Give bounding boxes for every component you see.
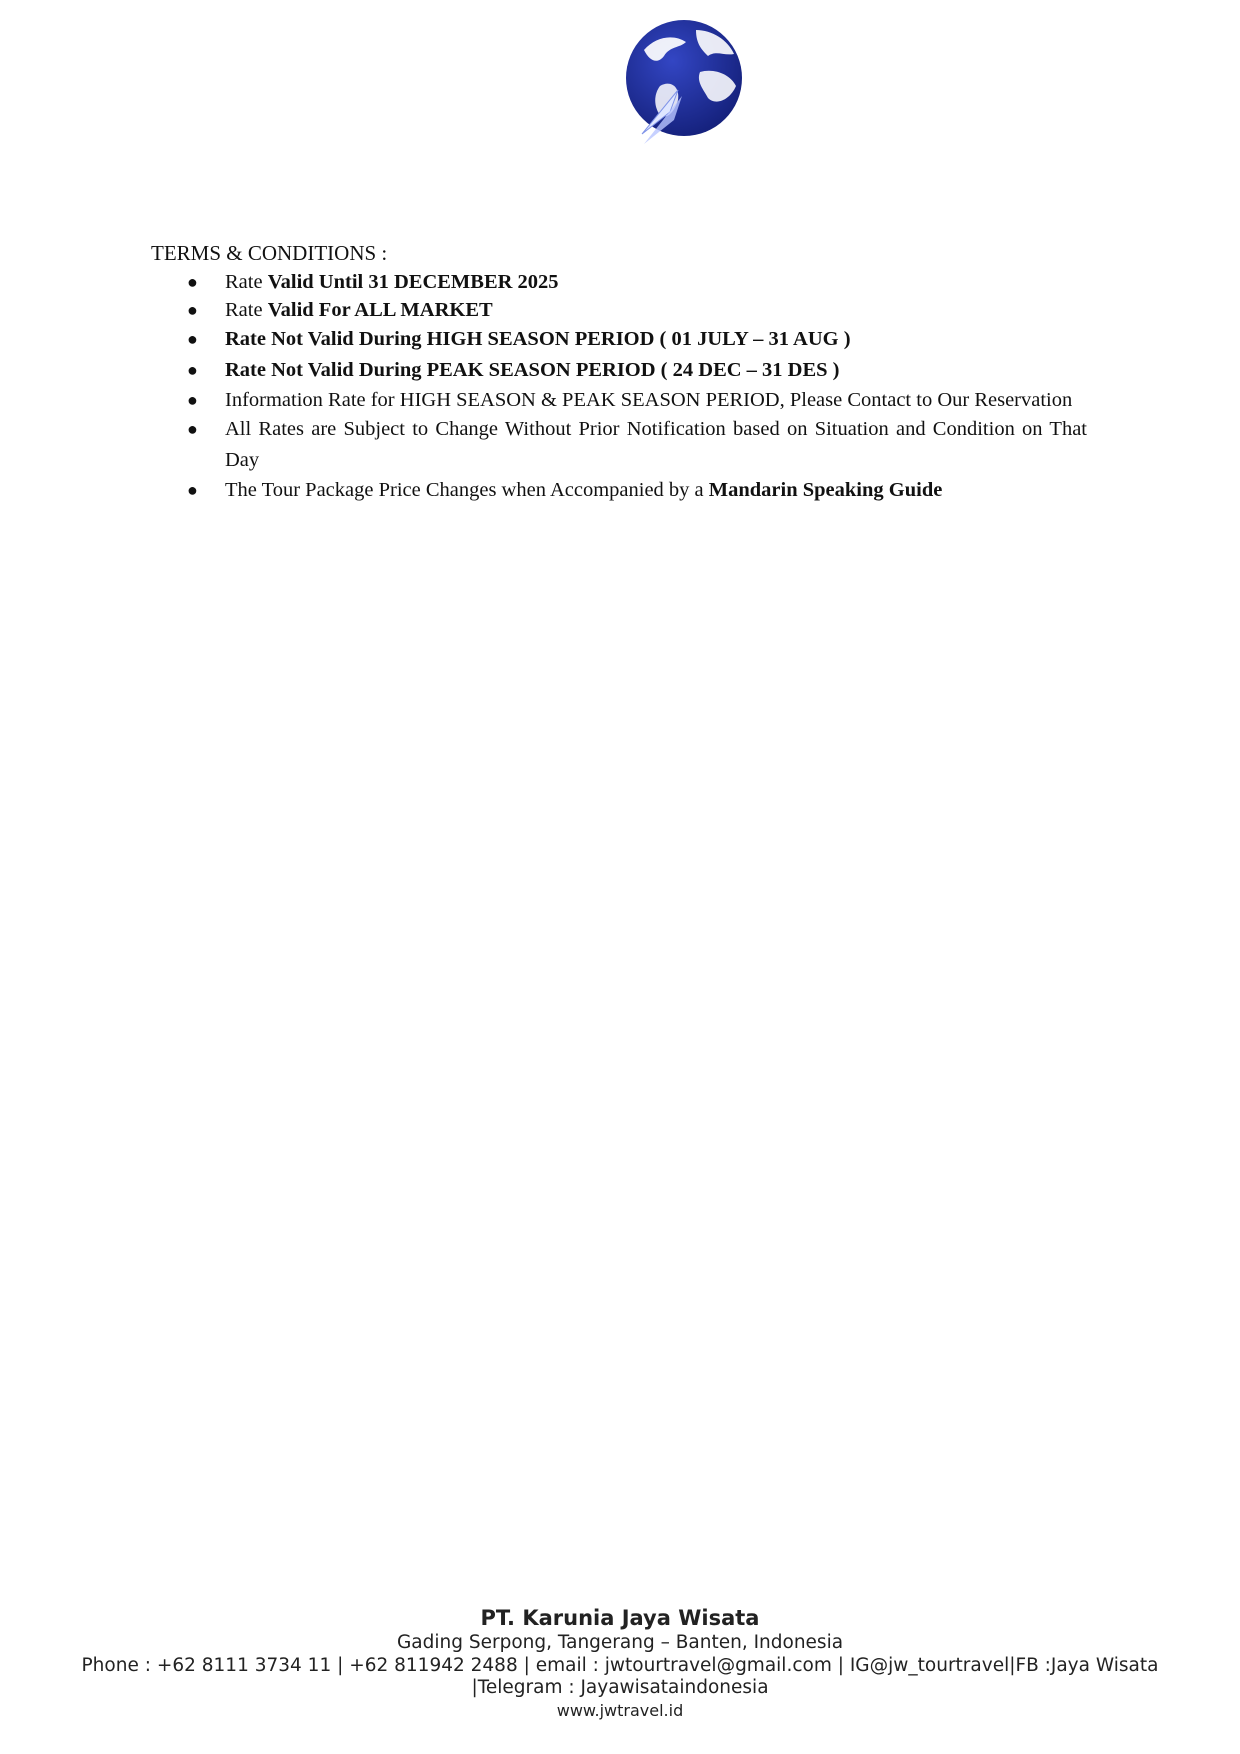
term-bold-text: Mandarin Speaking Guide [708,479,943,501]
company-name: PT. Karunia Jaya Wisata [480,1606,760,1630]
bullet-icon: ● [187,390,198,410]
list-item [151,414,1087,476]
list-item [151,296,1087,324]
bullet-icon: ● [187,480,198,500]
company-contact: Phone : +62 8111 3734 11 | +62 811942 2488 | email : jwtourtravel@gmail.com | IG@jw_tourtravel|FB :Jaya Wisata [81,1654,1159,1676]
bullet-icon: ● [187,329,198,349]
list-item [151,476,1087,504]
company-address: Gading Serpong, Tangerang – Banten, Indonesia [396,1632,844,1653]
list-item [151,355,1087,386]
list-item [151,268,1087,296]
term-text: The Tour Package Price Changes when Accompanied by a [225,479,709,501]
term-bold-text: Valid For ALL MARKET [267,299,493,321]
company-logo [604,16,760,156]
list-item [151,324,1087,355]
term-bold-text: Rate Not Valid During HIGH SEASON PERIOD ( 01 JULY – 31 AUG ) [225,328,851,350]
list-item [151,386,1087,414]
globe-logo-icon [604,16,760,156]
term-bold-text: Rate Not Valid During PEAK SEASON PERIOD ( 24 DEC – 31 DES ) [225,359,840,381]
term-text: Rate [225,271,268,293]
terms-section [151,238,1087,504]
company-website: www.jwtravel.id [556,1700,684,1720]
bullet-icon: ● [187,419,198,439]
bullet-icon: ● [187,360,198,380]
page-footer [0,1604,1240,1721]
terms-list [151,268,1087,504]
bullet-icon: ● [187,300,198,320]
term-text: All Rates are Subject to Change Without Prior Notification based on Situation and Condition on That Day [225,418,1087,471]
bullet-icon: ● [187,272,198,292]
company-telegram: |Telegram : Jayawisataindonesia [471,1677,769,1698]
term-bold-text: Valid Until 31 DECEMBER 2025 [267,271,559,293]
term-text: Rate [225,299,268,321]
term-text: Information Rate for HIGH SEASON & PEAK SEASON PERIOD, Please Contact to Our Reservation [225,389,1073,411]
terms-heading: TERMS & CONDITIONS : [151,241,388,265]
